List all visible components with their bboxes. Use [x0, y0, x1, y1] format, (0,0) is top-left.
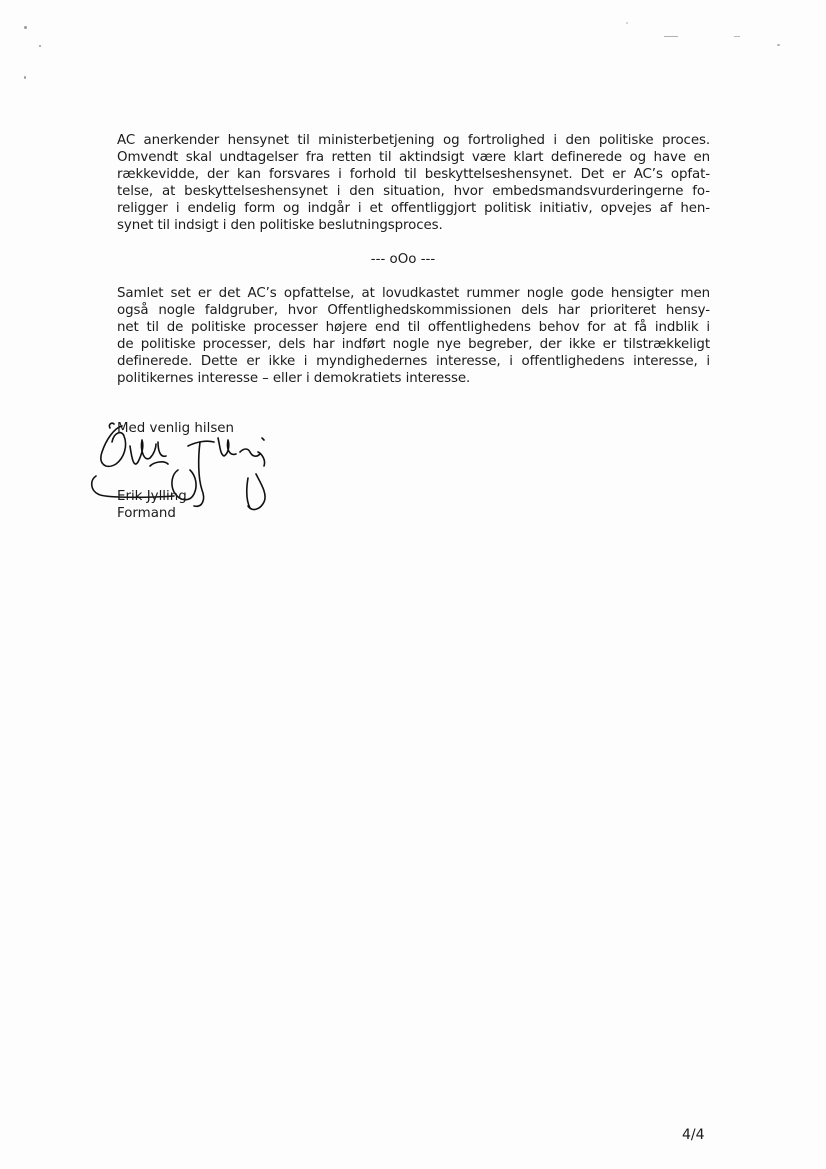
scan-speck — [777, 44, 780, 46]
paragraph-line: AC anerkender hensynet til ministerbetjening og fortrolighed i den politiske proces. — [117, 133, 710, 148]
paragraph-line: telse, at beskyttelseshensynet i den situation, hvor embedsmandsvurderingerne fo- — [117, 184, 710, 199]
separator-text: --- oOo --- — [370, 252, 436, 267]
scan-speck — [664, 36, 678, 37]
paragraph-line: religger i endelig form og indgår i et offentliggjort politisk initiativ, opvejes af hen- — [117, 201, 710, 216]
scan-speck — [24, 26, 27, 29]
section-separator — [0, 251, 826, 268]
signer-title: Formand — [117, 506, 176, 521]
body-paragraph-1 — [117, 132, 710, 234]
paragraph-line: politikernes interesse – eller i demokratiets interesse. — [117, 371, 471, 386]
body-paragraph-2 — [117, 285, 710, 387]
paragraph-line: rækkevidde, der kan forsvares i forhold til beskyttelseshensynet. Det er AC’s opfat- — [117, 167, 710, 182]
paragraph-line: Samlet set er det AC’s opfattelse, at lovudkastet rummer nogle gode hensigter men — [117, 286, 710, 301]
scan-speck — [734, 36, 740, 37]
scan-speck — [626, 22, 628, 24]
paragraph-line: definerede. Dette er ikke i myndighedernes interesse, i offentlighedens interesse, i — [117, 354, 710, 369]
scan-speck — [39, 45, 41, 47]
paragraph-line: Omvendt skal undtagelser fra retten til aktindsigt være klart definerede og have en — [117, 150, 710, 165]
scan-speck — [24, 76, 26, 79]
page-number: 4/4 — [682, 1127, 705, 1143]
signer-name: Erik Jylling — [117, 489, 187, 504]
paragraph-line: også nogle faldgruber, hvor Offentlighedskommissionen dels har prioriteret hensy- — [117, 303, 710, 318]
paragraph-line: de politiske processer, dels har indført nogle nye begreber, der ikke er tilstrækkeligt — [117, 337, 710, 352]
paragraph-line: net til de politiske processer højere end til offentlighedens behov for at få indblik i — [117, 320, 710, 335]
paragraph-line: synet til indsigt i den politiske beslutningsproces. — [117, 218, 443, 233]
closing-greeting: Med venlig hilsen — [117, 421, 235, 436]
